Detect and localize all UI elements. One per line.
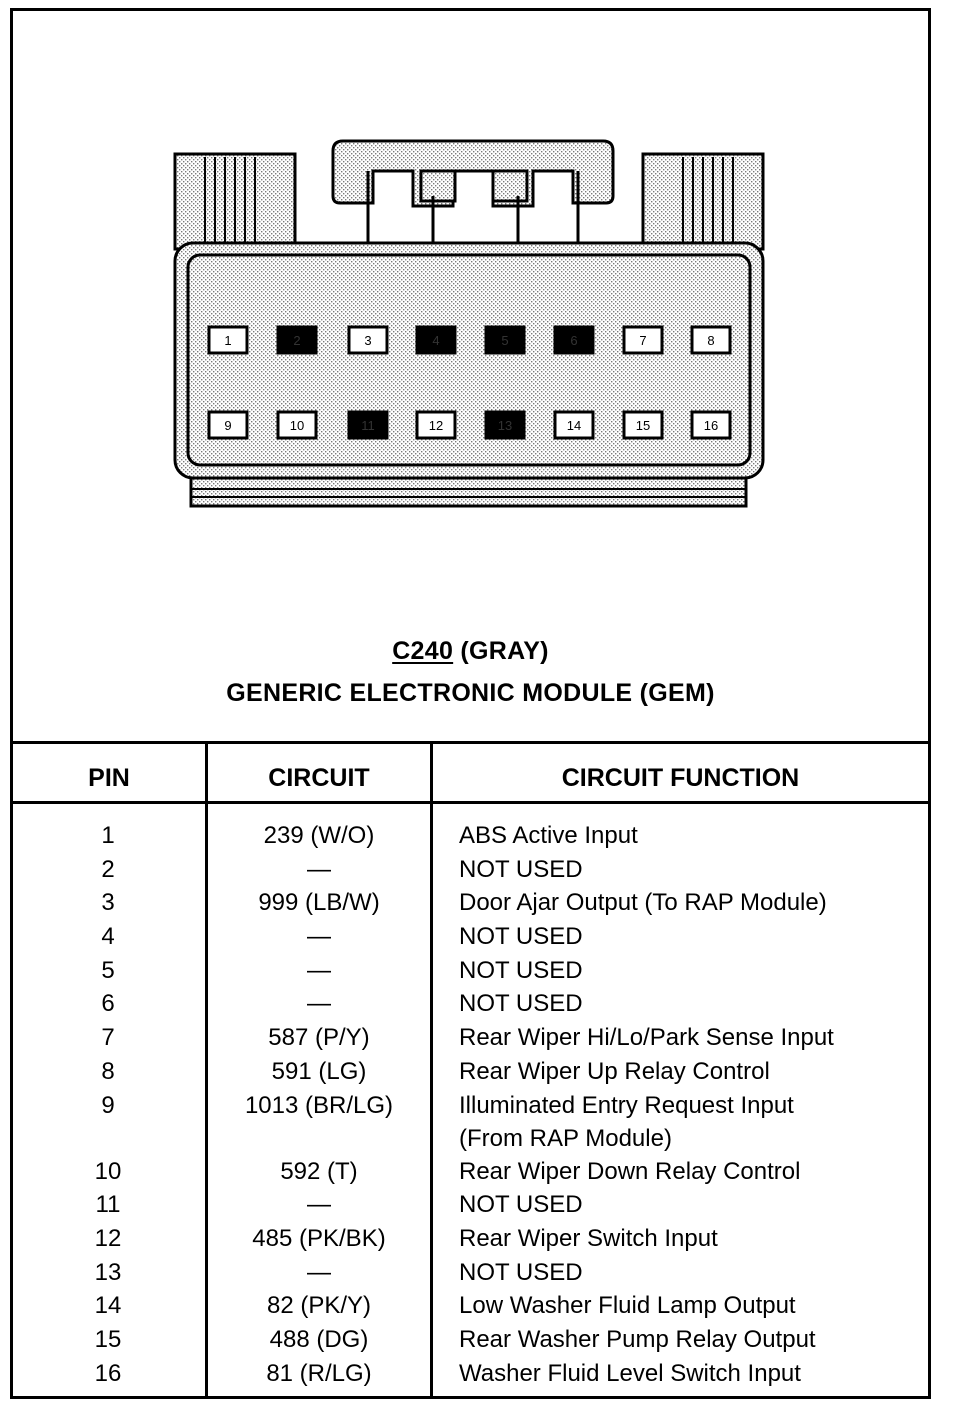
- circuit-function-text: NOT USED: [459, 1258, 583, 1286]
- circuit-id: —: [307, 1258, 331, 1286]
- pin-label: 12: [428, 418, 444, 433]
- circuit-function-text: Illuminated Entry Request Input: [459, 1091, 794, 1119]
- circuit-function-text: NOT USED: [459, 1191, 583, 1219]
- circuit-function-text: Door Ajar Output (To RAP Module): [459, 889, 827, 917]
- pin-cavity: [486, 327, 524, 353]
- pin-cavity: [417, 327, 455, 353]
- circuit-id: —: [307, 923, 331, 951]
- pin-number: 8: [101, 1057, 115, 1085]
- circuit-id: 999 (LB/W): [258, 889, 380, 917]
- pin-label: 7: [639, 333, 647, 348]
- pin-cavity: [692, 412, 730, 438]
- pin-number: 10: [94, 1157, 122, 1185]
- circuit-id: —: [307, 1191, 331, 1219]
- circuit-function-text: Rear Wiper Switch Input: [459, 1224, 718, 1252]
- circuit-function-text: NOT USED: [459, 855, 583, 883]
- header-pin: PIN: [88, 764, 130, 792]
- locking-tab: [333, 141, 613, 246]
- table-row: [13, 1188, 928, 1222]
- pin-number: 13: [94, 1258, 122, 1286]
- circuit-function: [459, 987, 919, 1020]
- circuit-function: [459, 1323, 919, 1356]
- pin-label: 16: [703, 418, 719, 433]
- circuit-function: [459, 1289, 919, 1322]
- pin-number: 14: [94, 1292, 122, 1320]
- connector-body: [175, 243, 763, 478]
- circuit-function: [459, 1089, 919, 1155]
- circuit-id: —: [307, 990, 331, 1018]
- circuit-function-text: Rear Wiper Hi/Lo/Park Sense Input: [459, 1024, 834, 1052]
- pin-number: 6: [101, 990, 115, 1018]
- circuit-id: 81 (R/LG): [266, 1359, 372, 1387]
- pin-cavity: [349, 412, 387, 438]
- pin-label: 2: [293, 333, 301, 348]
- pin-label: 9: [224, 418, 232, 433]
- document-frame: [10, 8, 931, 1399]
- table-top-border: [13, 741, 928, 744]
- circuit-id: 488 (DG): [269, 1325, 369, 1353]
- circuit-function-text: Washer Fluid Level Switch Input: [459, 1359, 801, 1387]
- pin-label: 6: [570, 333, 578, 348]
- circuit-id: 82 (PK/Y): [266, 1292, 372, 1320]
- pin-number: 11: [95, 1191, 121, 1219]
- table-row: [13, 819, 928, 853]
- pin-number: 9: [101, 1091, 115, 1119]
- pin-label: 1: [224, 333, 232, 348]
- pin-cavity: [278, 412, 316, 438]
- circuit-id: 239 (W/O): [263, 822, 375, 849]
- pin-label: 5: [501, 333, 509, 348]
- pin-cavity: [209, 412, 247, 438]
- pin-number: 3: [101, 889, 115, 917]
- connector-figure: [13, 11, 928, 744]
- pin-number: 12: [94, 1224, 122, 1252]
- circuit-function: [459, 853, 919, 886]
- pin-cavity: [349, 327, 387, 353]
- table-row: [13, 1155, 928, 1189]
- circuit-function: [459, 1222, 919, 1255]
- pin-label: 10: [289, 418, 305, 433]
- circuit-function: [459, 1055, 919, 1088]
- circuit-function: [459, 1021, 919, 1054]
- circuit-id: —: [307, 956, 331, 984]
- circuit-id: 587 (P/Y): [268, 1024, 370, 1052]
- table-row: [13, 987, 928, 1021]
- pin-label: 4: [432, 333, 440, 348]
- connector-id: C240: [392, 637, 454, 665]
- pin-label: 11: [361, 418, 375, 433]
- connector-face-diagram: [13, 11, 928, 611]
- pin-cavity: [555, 327, 593, 353]
- pinout-table-body: [13, 819, 928, 1390]
- pin-number: 1: [101, 822, 115, 849]
- pin-cavity: [417, 412, 455, 438]
- pin-cavity: [278, 327, 316, 353]
- table-row: [13, 1323, 928, 1357]
- table-row: [13, 1055, 928, 1089]
- table-row: [13, 1222, 928, 1256]
- circuit-function-text: Low Washer Fluid Lamp Output: [459, 1292, 796, 1320]
- circuit-function-text: NOT USED: [459, 956, 583, 984]
- circuit-id: 591 (LG): [271, 1057, 367, 1085]
- left-latch: [175, 154, 295, 249]
- connector-color: (GRAY): [460, 637, 549, 665]
- pin-label: 15: [635, 418, 651, 433]
- circuit-function-text-line2: (From RAP Module): [459, 1124, 672, 1152]
- pin-cavity: [624, 327, 662, 353]
- circuit-function: [459, 1256, 919, 1289]
- connector-caption: [13, 637, 928, 666]
- table-row: [13, 920, 928, 954]
- circuit-function-text: Rear Washer Pump Relay Output: [459, 1325, 816, 1353]
- circuit-function: [459, 1188, 919, 1221]
- circuit-id: 485 (PK/BK): [252, 1224, 386, 1252]
- table-row: [13, 886, 928, 920]
- circuit-function: [459, 1357, 919, 1390]
- circuit-function: [459, 886, 919, 919]
- circuit-function-text: Rear Wiper Down Relay Control: [459, 1157, 801, 1185]
- module-name: GENERIC ELECTRONIC MODULE (GEM): [226, 679, 715, 707]
- pin-label: 13: [497, 418, 513, 433]
- table-row: [13, 1256, 928, 1290]
- table-row: [13, 954, 928, 988]
- circuit-function: [459, 1155, 919, 1188]
- pin-label: 3: [364, 333, 372, 348]
- table-row: [13, 853, 928, 887]
- pin-number: 5: [101, 956, 115, 984]
- pin-cavity: [486, 412, 524, 438]
- pin-number: 15: [94, 1325, 122, 1353]
- pin-label: 14: [566, 418, 582, 433]
- pin-cavity: [624, 412, 662, 438]
- table-row: [13, 1357, 928, 1391]
- pin-number: 7: [101, 1024, 115, 1052]
- circuit-id: 1013 (BR/LG): [244, 1091, 394, 1119]
- table-header-divider: [13, 801, 928, 804]
- circuit-function-text: NOT USED: [459, 923, 583, 951]
- circuit-function: [459, 920, 919, 953]
- circuit-function-text: Rear Wiper Up Relay Control: [459, 1057, 770, 1085]
- pin-cavity: [555, 412, 593, 438]
- pin-number: 16: [94, 1359, 122, 1387]
- circuit-function: [459, 819, 919, 852]
- pin-number: 4: [101, 923, 115, 951]
- header-function: CIRCUIT FUNCTION: [561, 764, 800, 792]
- right-latch: [643, 154, 763, 249]
- header-circuit: CIRCUIT: [268, 764, 370, 792]
- circuit-function: [459, 954, 919, 987]
- circuit-function-text: ABS Active Input: [459, 822, 638, 849]
- pin-cavity: [209, 327, 247, 353]
- pin-number: 2: [101, 855, 115, 883]
- pin-label: 8: [707, 333, 715, 348]
- circuit-id: 592 (T): [280, 1157, 358, 1185]
- pin-cavity: [692, 327, 730, 353]
- table-row: [13, 1021, 928, 1055]
- table-row: [13, 1289, 928, 1323]
- circuit-function-text: NOT USED: [459, 990, 583, 1018]
- table-row: [13, 1089, 928, 1155]
- circuit-id: —: [307, 855, 331, 883]
